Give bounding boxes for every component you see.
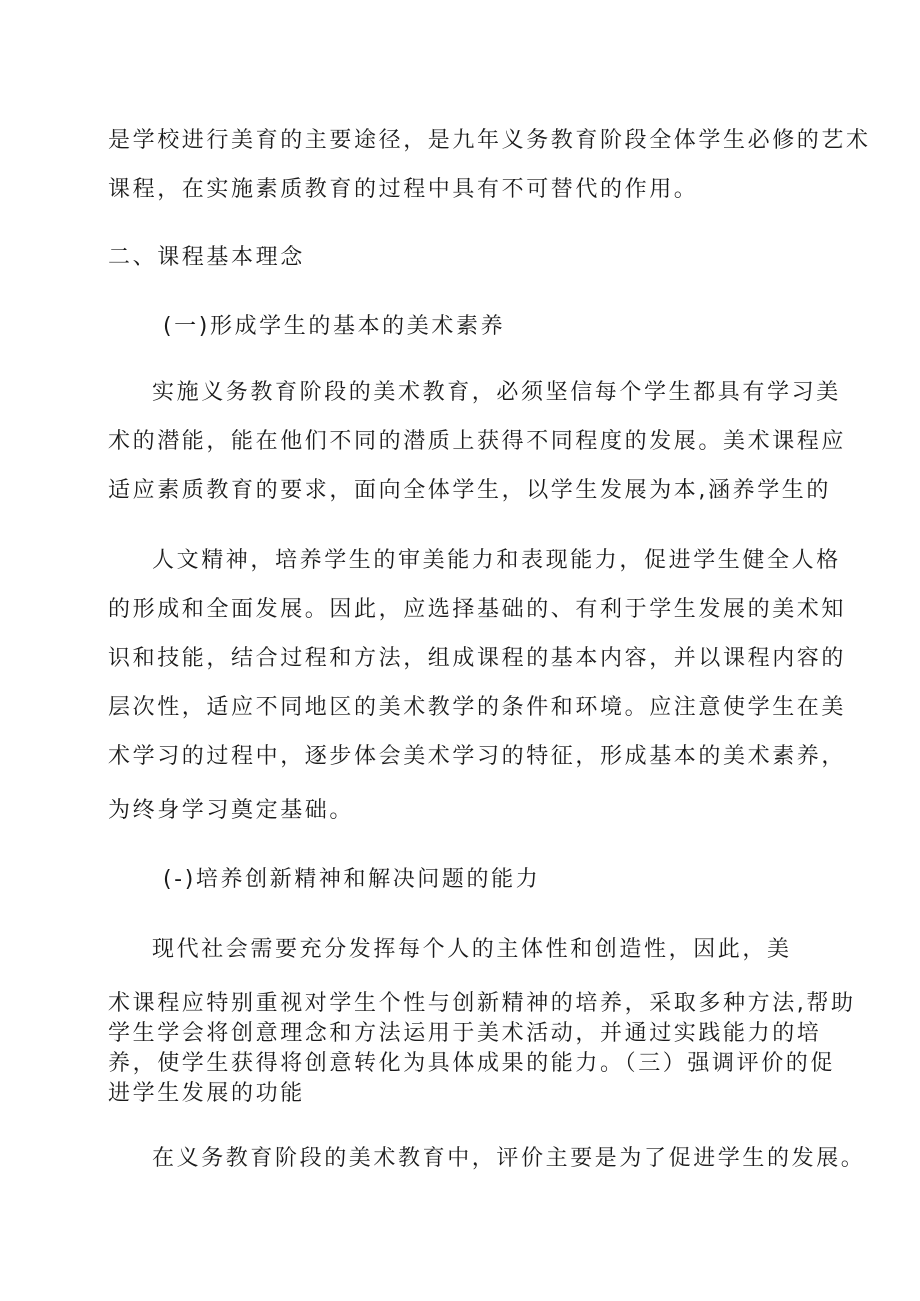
text-line: 课程，在实施素质教育的过程中具有不可替代的作用。 bbox=[108, 177, 699, 202]
text-line: 实施义务教育阶段的美术教育，必须坚信每个学生都具有学习美 bbox=[152, 380, 841, 405]
text-line: 在义务教育阶段的美术教育中，评价主要是为了促进学生的发展。 bbox=[152, 1146, 866, 1171]
subsection-heading: (-)培养创新精神和解决问题的能力 bbox=[163, 867, 541, 892]
text-line: 的形成和全面发展。因此，应选择基础的、有利于学生发展的美术知 bbox=[108, 597, 847, 622]
text-line: 养，使学生获得将创意转化为具体成果的能力。（三）强调评价的促 bbox=[108, 1051, 836, 1076]
text-line: 术的潜能，能在他们不同的潜质上获得不同程度的发展。美术课程应 bbox=[108, 429, 847, 454]
text-line: 适应素质教育的要求，面向全体学生，以学生发展为本,涵养学生的 bbox=[108, 478, 831, 503]
text-line: 术学习的过程中，逐步体会美术学习的特征，形成基本的美术素养， bbox=[108, 744, 847, 769]
text-line: 为终身学习奠定基础。 bbox=[108, 798, 355, 823]
text-line: 学生学会将创意理念和方法运用于美术活动，并通过实践能力的培 bbox=[108, 1021, 822, 1046]
text-line: 是学校进行美育的主要途径，是九年义务教育阶段全体学生必修的艺术 bbox=[108, 128, 871, 153]
section-heading: 二、课程基本理念 bbox=[108, 245, 305, 270]
text-line: 现代社会需要充分发挥每个人的主体性和创造性，因此，美 bbox=[152, 937, 792, 962]
text-line: 层次性，适应不同地区的美术教学的条件和环境。应注意使学生在美 bbox=[108, 695, 847, 720]
text-line: 进学生发展的功能 bbox=[108, 1081, 305, 1106]
text-line: 人文精神，培养学生的审美能力和表现能力，促进学生健全人格 bbox=[152, 548, 841, 573]
text-line: 术课程应特别重视对学生个性与创新精神的培养，采取多种方法,帮助 bbox=[108, 991, 856, 1016]
subsection-heading: (一)形成学生的基本的美术素养 bbox=[163, 314, 506, 339]
text-line: 识和技能，结合过程和方法，组成课程的基本内容，并以课程内容的 bbox=[108, 646, 847, 671]
